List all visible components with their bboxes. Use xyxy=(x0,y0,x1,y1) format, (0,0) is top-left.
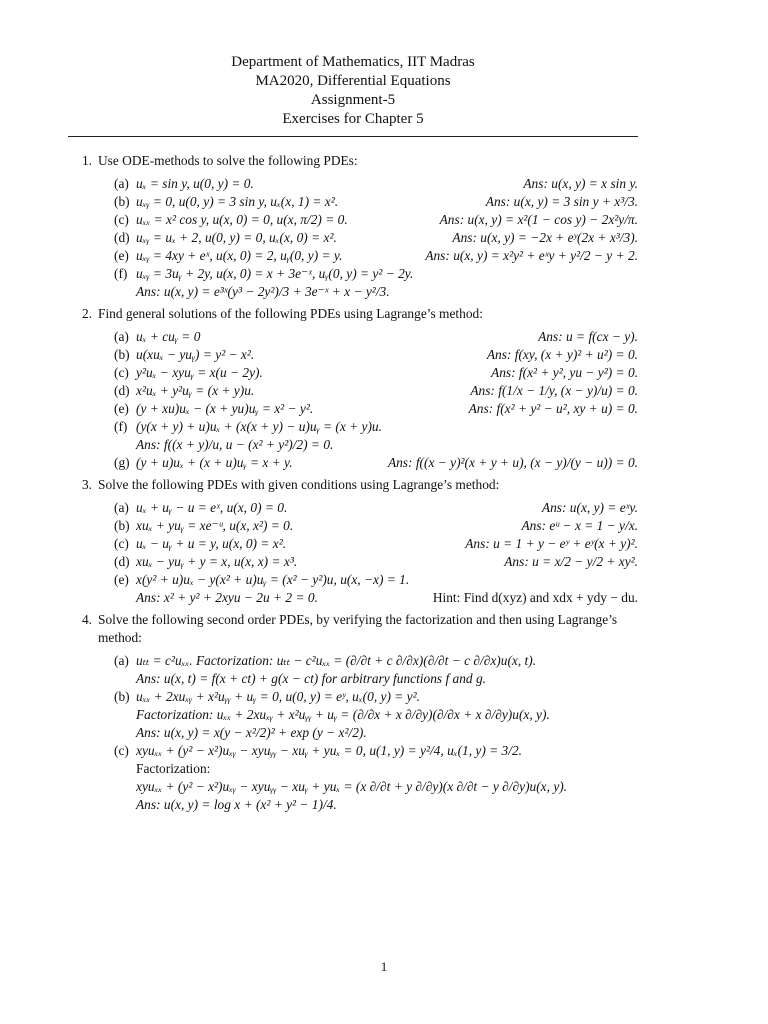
question: x(y² + u)uₓ − y(x² + u)uᵧ = (x² − y²)u, u(x, −x) = 1. xyxy=(136,572,410,587)
item-label: (g) xyxy=(114,455,130,470)
question: u(xuₓ − yuᵧ) = y² − x². xyxy=(136,347,255,362)
answer: Ans: f(1/x − 1/y, (x − y)/u) = 0. xyxy=(470,383,638,398)
question: uₓᵧ = uₓ + 2, u(0, y) = 0, uₓ(x, 0) = x². xyxy=(136,230,337,245)
item-label: (a) xyxy=(114,176,129,191)
factorization: Factorization: uₓₓ + 2xuₓᵧ + x²uᵧᵧ + uᵧ = (∂/∂x + x ∂/∂y)(∂/∂x + x ∂/∂y)u(x, y). xyxy=(136,707,550,722)
question: (y + u)uₓ + (x + u)uᵧ = x + y. xyxy=(136,455,293,470)
answer: Ans: f((x − y)²(x + y + u), (x − y)/(y − u)) = 0. xyxy=(387,455,638,470)
answer: Ans: u(x, y) = −2x + eʸ(2x + x³/3). xyxy=(452,230,638,245)
answer: Ans: u(x, y) = x²(1 − cos y) − 2x²y/π. xyxy=(439,212,638,227)
answer: Ans: u(x, t) = f(x + ct) + g(x − ct) for arbitrary functions f and g. xyxy=(136,671,487,686)
answer: Ans: u(x, y) = x(y − x²/2)² + exp (y − x²/2). xyxy=(136,725,367,740)
problem-1 xyxy=(68,152,638,301)
question: uₓ + cuᵧ = 0 xyxy=(136,329,201,344)
item xyxy=(114,535,638,553)
question: uₓ + uᵧ − u = eˣ, u(x, 0) = 0. xyxy=(136,500,288,515)
question: xuₓ − yuᵧ + y = x, u(x, x) = x³. xyxy=(136,554,298,569)
answer: Ans: eᵘ − x = 1 − y/x. xyxy=(521,518,638,533)
answer: Ans: u(x, y) = x²y² + eˣy + y²/2 − y + 2. xyxy=(425,248,638,263)
question: (y(x + y) + u)uₓ + (x(x + y) − u)uᵧ = (x + y)u. xyxy=(136,419,382,434)
item-label: (d) xyxy=(114,383,130,398)
question: uₓᵧ = 4xy + eˣ, u(x, 0) = 2, uᵧ(0, y) = y. xyxy=(136,248,343,263)
item xyxy=(114,742,638,814)
page-number: 1 xyxy=(380,959,388,974)
item xyxy=(114,364,638,382)
problem-number: 3. xyxy=(81,477,92,492)
question: uₓᵧ = 3uᵧ + 2y, u(x, 0) = x + 3e⁻ˣ, uᵧ(0, y) = y² − 2y. xyxy=(136,266,414,281)
department-title: Department of Mathematics, IIT Madras xyxy=(231,54,475,70)
header xyxy=(68,53,638,129)
item xyxy=(114,571,638,607)
answer: Ans: u(x, y) = e³ˣ(y³ − 2y²)/3 + 3e⁻ˣ + x − y²/3. xyxy=(136,284,390,299)
item xyxy=(114,247,638,265)
problem-text: Use ODE-methods to solve the following PDEs: xyxy=(98,153,358,168)
item-label: (b) xyxy=(114,194,130,209)
item xyxy=(114,400,638,418)
hint: Hint: Find d(xyz) and xdx + ydy − du. xyxy=(432,590,638,605)
question: uₓₓ = x² cos y, u(x, 0) = 0, u(x, π/2) = 0. xyxy=(136,212,348,227)
item xyxy=(114,229,638,247)
item-label: (c) xyxy=(114,743,129,758)
answer: Ans: f(x² + y² − u², xy + u) = 0. xyxy=(468,401,638,416)
problem-number: 4. xyxy=(81,612,92,627)
item-label: (c) xyxy=(114,536,129,551)
item xyxy=(114,499,638,517)
answer: Ans: f((x + y)/u, u − (x² + y²)/2) = 0. xyxy=(136,437,334,452)
answer: Ans: u(x, y) = eˣy. xyxy=(541,500,638,515)
answer: Ans: u = x/2 − y/2 + xy². xyxy=(504,554,638,569)
problem-list xyxy=(68,152,638,814)
item-label: (a) xyxy=(114,500,129,515)
question: uₓₓ + 2xuₓᵧ + x²uᵧᵧ + uᵧ = 0, u(0, y) = eʸ, uₓ(0, y) = y². xyxy=(136,689,420,704)
item-label: (f) xyxy=(114,266,128,281)
item xyxy=(114,517,638,535)
answer: Ans: f(xy, (x + y)² + u²) = 0. xyxy=(486,347,638,362)
item-label: (a) xyxy=(114,329,129,344)
problem-number: 2. xyxy=(81,306,92,321)
item xyxy=(114,211,638,229)
item xyxy=(114,688,638,742)
item-label: (b) xyxy=(114,347,130,362)
item-label: (e) xyxy=(114,572,129,587)
question: (y + xu)uₓ − (x + yu)uᵧ = x² − y². xyxy=(136,401,314,416)
item xyxy=(114,454,638,472)
item xyxy=(114,382,638,400)
item xyxy=(114,418,638,454)
item-label: (d) xyxy=(114,554,130,569)
answer: Ans: f(x² + y², yu − y²) = 0. xyxy=(491,365,638,380)
factorization-label: Factorization: xyxy=(136,761,211,776)
chapter-title: Exercises for Chapter 5 xyxy=(282,111,424,127)
problem-3 xyxy=(68,476,638,607)
item-label: (d) xyxy=(114,230,130,245)
answer: Ans: u = 1 + y − eʸ + eʸ(x + y)². xyxy=(465,536,638,551)
problem-2 xyxy=(68,305,638,472)
item-label: (c) xyxy=(114,212,129,227)
question: x²uₓ + y²uᵧ = (x + y)u. xyxy=(136,383,255,398)
item-label: (e) xyxy=(114,248,129,263)
item-label: (a) xyxy=(114,653,129,668)
question: xuₓ + yuᵧ = xe⁻ᵘ, u(x, x²) = 0. xyxy=(136,518,294,533)
item xyxy=(114,553,638,571)
item xyxy=(114,328,638,346)
factorization: xyuₓₓ + (y² − x²)uₓᵧ − xyuᵧᵧ − xuᵧ + yuₓ = (x ∂/∂t + y ∂/∂y)(x ∂/∂t − y ∂/∂y)u(x, y). xyxy=(136,779,568,794)
question: uₓ = sin y, u(0, y) = 0. xyxy=(136,176,254,191)
question: xyuₓₓ + (y² − x²)uₓᵧ − xyuᵧᵧ − xuᵧ + yuₓ = 0, u(1, y) = y²/4, uₓ(1, y) = 3/2. xyxy=(136,743,523,758)
question: uₓ − uᵧ + u = y, u(x, 0) = x². xyxy=(136,536,287,551)
item xyxy=(114,193,638,211)
problem-text: Solve the following PDEs with given conditions using Lagrange’s method: xyxy=(98,477,500,492)
item xyxy=(114,175,638,193)
answer: Ans: u(x, y) = 3 sin y + x³/3. xyxy=(485,194,638,209)
problem-number: 1. xyxy=(81,153,92,168)
problem-text: Solve the following second order PDEs, by verifying the factorization and then using Lagrange’s method: xyxy=(98,612,618,645)
item xyxy=(114,265,638,301)
assignment-title: Assignment-5 xyxy=(310,92,396,108)
item-label: (e) xyxy=(114,401,129,416)
item xyxy=(114,346,638,364)
answer: Ans: u(x, y) = x sin y. xyxy=(523,176,638,191)
course-title: MA2020, Differential Equations xyxy=(255,73,451,89)
question: uₓᵧ = 0, u(0, y) = 3 sin y, uₓ(x, 1) = x². xyxy=(136,194,339,209)
item xyxy=(114,652,638,688)
item-label: (b) xyxy=(114,518,130,533)
question: uₜₜ = c²uₓₓ. Factorization: uₜₜ − c²uₓₓ = (∂/∂t + c ∂/∂x)(∂/∂t − c ∂/∂x)u(x, t). xyxy=(136,653,537,668)
answer: Ans: u = f(cx − y). xyxy=(538,329,638,344)
item-label: (b) xyxy=(114,689,130,704)
problem-text: Find general solutions of the following PDEs using Lagrange’s method: xyxy=(98,306,483,321)
answer: Ans: x² + y² + 2xyu − 2u + 2 = 0. xyxy=(136,590,318,605)
answer: Ans: u(x, y) = log x + (x² + y² − 1)/4. xyxy=(136,797,337,812)
header-rule xyxy=(68,136,638,137)
item-label: (c) xyxy=(114,365,129,380)
item-label: (f) xyxy=(114,419,128,434)
question: y²uₓ − xyuᵧ = x(u − 2y). xyxy=(136,365,263,380)
problem-4 xyxy=(68,611,638,814)
